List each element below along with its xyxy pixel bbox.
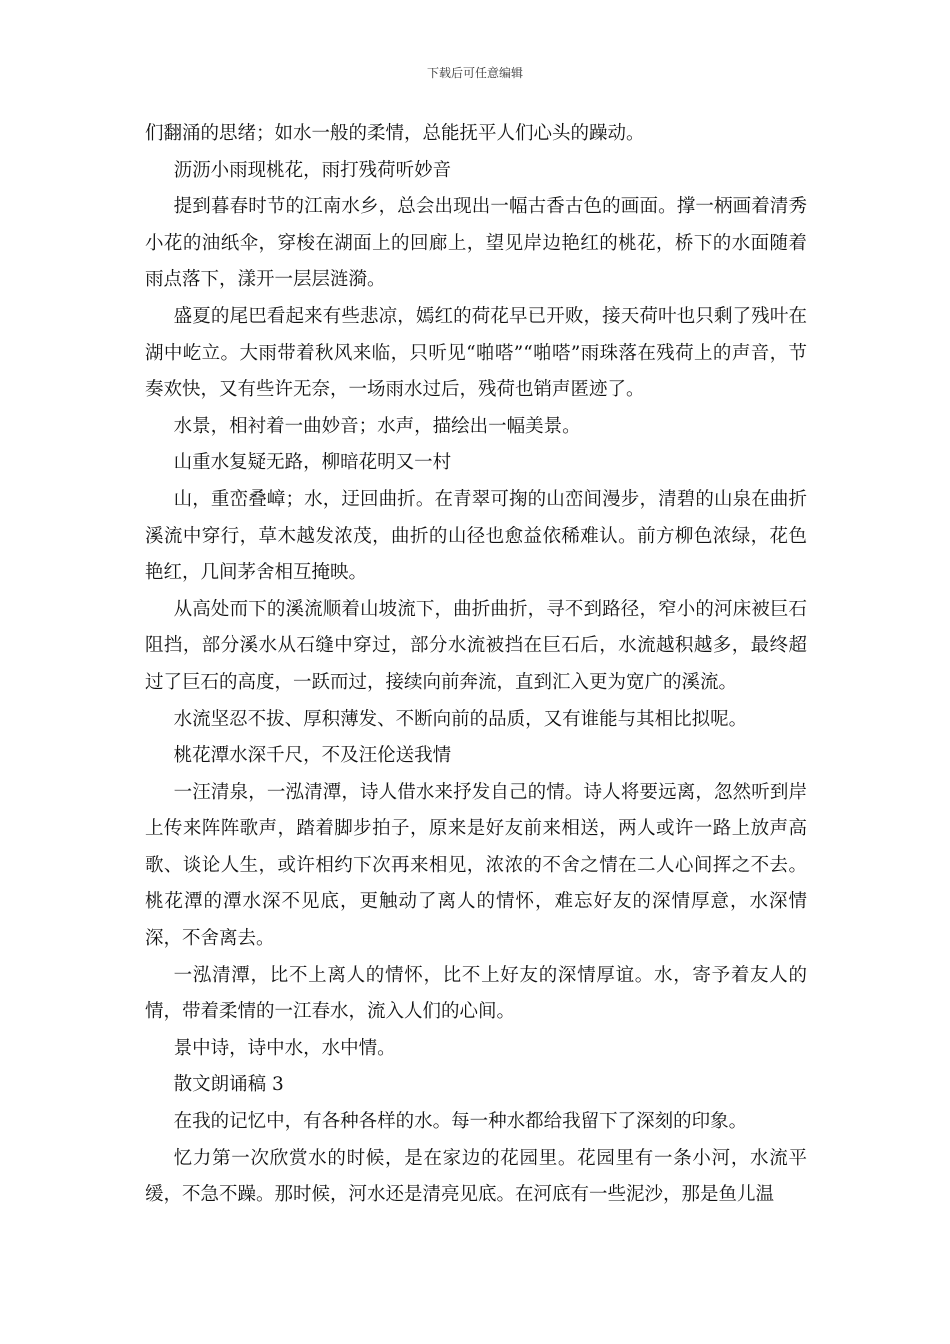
section-heading-peach-pool: 桃花潭水深千尺，不及汪伦送我情 [173,745,452,767]
document-body [145,116,807,1214]
paragraph: 水流坚忍不拔、厚积薄发、不断向前的品质，又有谁能与其相比拟呢。 [173,708,748,730]
section-heading-draft-3: 散文朗诵稿 3 [173,1074,284,1096]
section-heading-mountain-water: 山重水复疑无路，柳暗花明又一村 [173,452,452,474]
paragraph-continued: 们翻涌的思绪；如水一般的柔情，总能抚平人们心头的躁动。 [145,123,645,144]
paragraph: 山，重峦叠嶂；水，迂回曲折。在青翠可掬的山峦间漫步，清碧的山泉在曲折溪流中穿行，草木越发浓茂，曲折的山径也愈益依稀难认。前方柳色浓绿，花色艳红，几间茅舍相互掩映。 [145,488,807,584]
paragraph: 景中诗，诗中水，水中情。 [173,1037,396,1059]
paragraph: 盛夏的尾巴看起来有些悲凉，嫣红的荷花早已开败，接天荷叶也只剩了残叶在湖中屹立。大雨带着秋风来临，只听见“啪嗒”“啪嗒”雨珠落在残荷上的声音，节奏欢快，又有些许无奈，一场雨水过后，残荷也销声匿迹了。 [145,305,807,401]
paragraph: 水景，相衬着一曲妙音；水声，描绘出一幅美景。 [173,415,581,437]
paragraph: 提到暮春时节的江南水乡，总会出现出一幅古香古色的画面。撑一柄画着清秀小花的油纸伞，穿梭在湖面上的回廊上，望见岸边艳红的桃花，桥下的水面随着雨点落下，漾开一层层涟漪。 [145,196,807,291]
paragraph: 一汪清泉，一泓清潭，诗人借水来抒发自己的情。诗人将要远离，忽然听到岸上传来阵阵歌声，踏着脚步拍子，原来是好友前来相送，两人或许一路上放声高歌、谈论人生，或许相约下次再来相见，浓浓的不舍之情在二人心间挥之不去。桃花潭的潭水深不见底，更触动了离人的情怀，难忘好友的深情厚意，水深情深，不舍离去。 [145,781,807,950]
section-heading-peach-rain: 沥沥小雨现桃花，雨打残荷听妙音 [173,159,452,181]
page-header: 下载后可任意编辑 [426,66,523,80]
paragraph: 从高处而下的溪流顺着山坡流下，曲折曲折，寻不到路径，窄小的河床被巨石阻挡，部分溪水从石缝中穿过，部分水流被挡在巨石后，水流越积越多，最终超过了巨石的高度，一跃而过，接续向前奔流，直到汇入更为宽广的溪流。 [145,598,807,693]
paragraph: 忆力第一次欣赏水的时候，是在家边的花园里。花园里有一条小河，水流平缓，不急不躁。那时候，河水还是清亮见底。在河底有一些泥沙，那是鱼儿温 [145,1147,807,1206]
paragraph: 一泓清潭，比不上离人的情怀，比不上好友的深情厚谊。水，寄予着友人的情，带着柔情的一江春水，流入人们的心间。 [145,964,807,1023]
paragraph: 在我的记忆中，有各种各样的水。每一种水都给我留下了深刻的印象。 [173,1111,748,1133]
